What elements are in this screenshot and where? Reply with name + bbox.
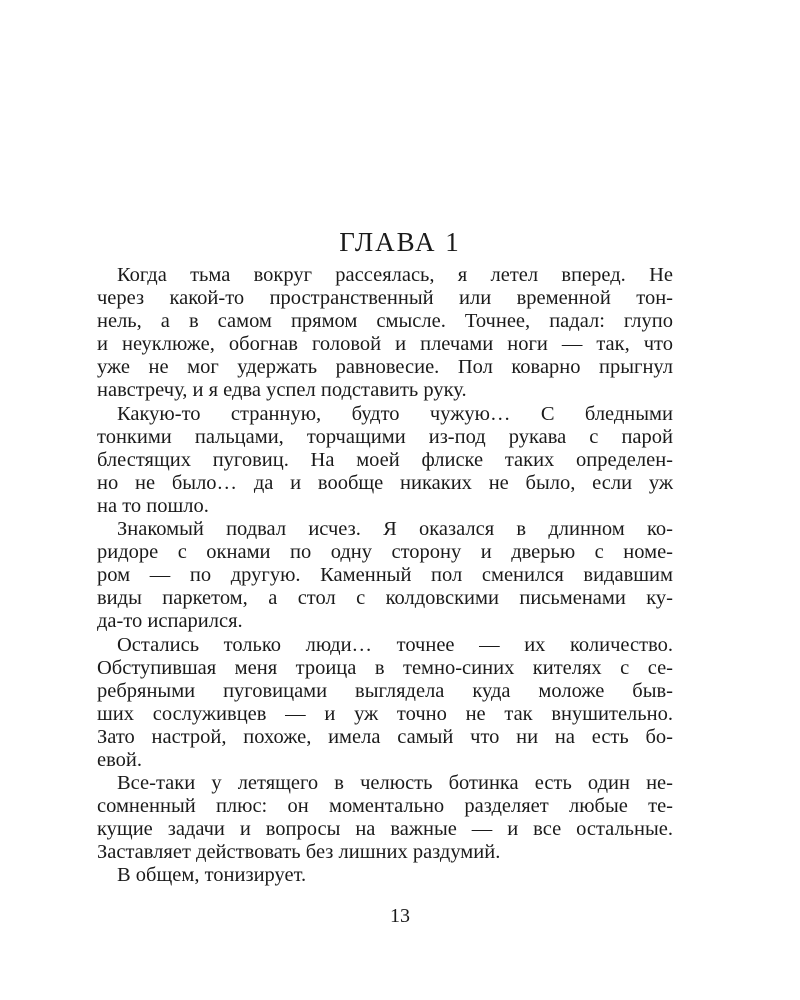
text-line: Остались только люди… точнее — их количество. [117,633,673,656]
text-line: да-то испарился. [97,610,243,633]
text-line: через какой-то пространственный или временной тон- [97,287,673,310]
text-line: Все-таки у летящего в челюсть ботинка есть один не- [117,772,673,795]
text-line: уже не мог удержать равновесие. Пол коварно прыгнул [97,356,673,379]
text-line: евой. [97,748,142,771]
text-line: Когда тьма вокруг рассеялась, я летел вперед. Не [117,264,673,286]
chapter-body [97,264,673,888]
text-line: ших сослуживцев — и уж точно не так внушительно. [97,702,673,725]
text-line: Какую-то странную, будто чужую… С бледными [117,402,673,425]
text-line: тонкими пальцами, торчащими из-под рукава с парой [97,425,673,448]
text-line: Заставляет действовать без лишних раздумий. [97,841,501,864]
text-line: Зато настрой, похоже, имела самый что ни на есть бо- [97,725,673,748]
text-line: Обступившая меня троица в темно-синих кителях с се- [97,656,673,679]
text-line: на то пошло. [97,494,209,517]
text-line: и неуклюже, обогнав головой и плечами ноги — так, что [97,333,673,356]
text-line: ребряными пуговицами выглядела куда моложе быв- [97,679,673,702]
text-line: блестящих пуговиц. На моей флиске таких определен- [97,448,673,471]
text-line: кущие задачи и вопросы на важные — и все остальные. [97,818,673,841]
text-line: В общем, тонизирует. [117,864,307,887]
text-line: ром — по другую. Каменный пол сменился видавшим [97,564,673,587]
text-line: виды паркетом, а стол с колдовскими письменами ку- [97,587,673,610]
text-line: ридоре с окнами по одну сторону и дверью с номе- [97,541,673,564]
text-line: нель, а в самом прямом смысле. Точнее, падал: глупо [97,310,673,333]
text-line: Знакомый подвал исчез. Я оказался в длинном ко- [117,518,673,541]
chapter-title: ГЛАВА 1 [339,227,461,257]
text-line: но не было… да и вообще никаких не было, если уж [97,471,673,494]
text-line: сомненный плюс: он моментально разделяет любые те- [97,795,673,818]
page-number: 13 [390,905,410,927]
text-line: навстречу, и я едва успел подставить руку. [97,379,467,402]
